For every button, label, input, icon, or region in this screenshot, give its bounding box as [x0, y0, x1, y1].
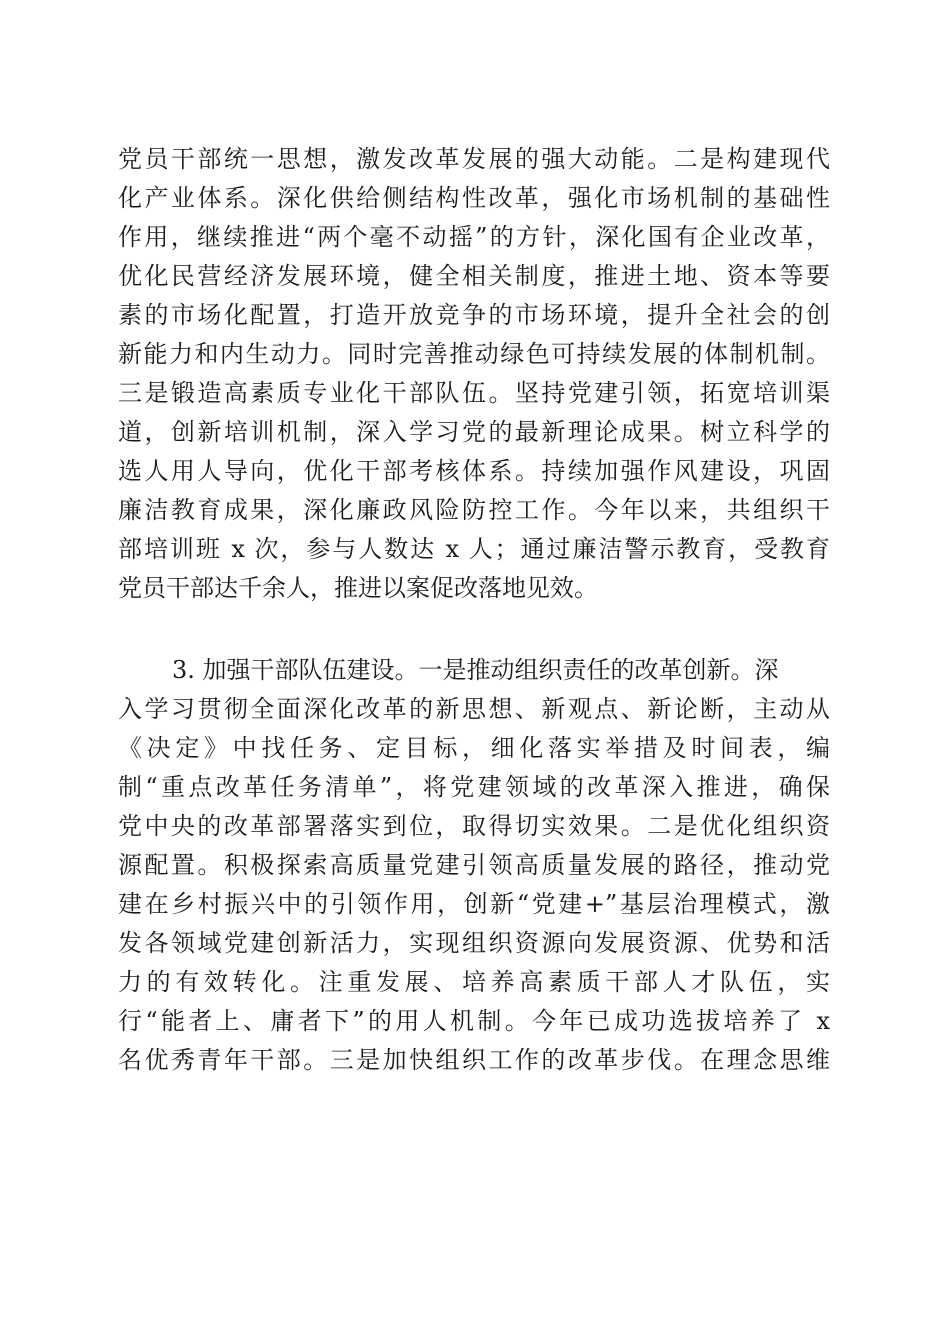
paragraph-1-line: 选人用人导向，优化干部考核体系。持续加强作风建设，巩固 — [118, 457, 830, 485]
paragraph-2-line: 《决定》中找任务、定目标，细化落实举措及时间表，编 — [118, 734, 830, 762]
paragraph-2-line: 行“能者上、庸者下”的用人机制。今年已成功选拔培养了 x — [118, 1007, 830, 1035]
paragraph-2-line: 发各领域党建创新活力，实现组织资源向发展资源、优势和活 — [118, 929, 830, 957]
paragraph-1 — [118, 140, 830, 608]
paragraph-1-line: 作用，继续推进“两个毫不动摇”的方针，深化国有企业改革， — [118, 223, 830, 251]
paragraph-2 — [118, 651, 830, 1080]
paragraph-1-line: 优化民营经济发展环境，健全相关制度，推进土地、资本等要 — [118, 262, 830, 290]
paragraph-1-line: 部培训班 x 次，参与人数达 x 人；通过廉洁警示教育，受教育 — [118, 535, 830, 563]
paragraph-1-line: 新能力和内生动力。同时完善推动绿色可持续发展的体制机制。 — [118, 340, 830, 368]
paragraph-1-line: 党员干部统一思想，激发改革发展的强大动能。二是构建现代 — [118, 145, 830, 173]
paragraph-2-line: 源配置。积极探索高质量党建引领高质量发展的路径，推动党 — [118, 851, 830, 879]
paragraph-1-line: 素的市场化配置，打造开放竞争的市场环境，提升全社会的创 — [118, 301, 830, 329]
paragraph-1-line: 道，创新培训机制，深入学习党的最新理论成果。树立科学的 — [118, 418, 830, 446]
paragraph-2-line: 3. 加强干部队伍建设。一是推动组织责任的改革创新。深 — [172, 656, 779, 684]
paragraph-1-line: 廉洁教育成果，深化廉政风险防控工作。今年以来，共组织干 — [118, 496, 830, 524]
paragraph-2-line: 制“重点改革任务清单”，将党建领域的改革深入推进，确保 — [118, 773, 830, 801]
paragraph-2-line: 党中央的改革部署落实到位，取得切实效果。二是优化组织资 — [118, 812, 830, 840]
paragraph-2-line: 入学习贯彻全面深化改革的新思想、新观点、新论断，主动从 — [118, 695, 830, 723]
paragraph-1-line: 三是锻造高素质专业化干部队伍。坚持党建引领，拓宽培训渠 — [118, 379, 830, 407]
paragraph-1-line: 党员干部达千余人，推进以案促改落地见效。 — [118, 574, 598, 602]
paragraph-2-line: 力的有效转化。注重发展、培养高素质干部人才队伍，实 — [118, 968, 830, 996]
paragraph-2-line: 名优秀青年干部。三是加快组织工作的改革步伐。在理念思维 — [118, 1046, 830, 1074]
paragraph-2-line: 建在乡村振兴中的引领作用，创新“党建+”基层治理模式，激 — [118, 890, 830, 918]
paragraph-1-line: 化产业体系。深化供给侧结构性改革，强化市场机制的基础性 — [118, 184, 830, 212]
